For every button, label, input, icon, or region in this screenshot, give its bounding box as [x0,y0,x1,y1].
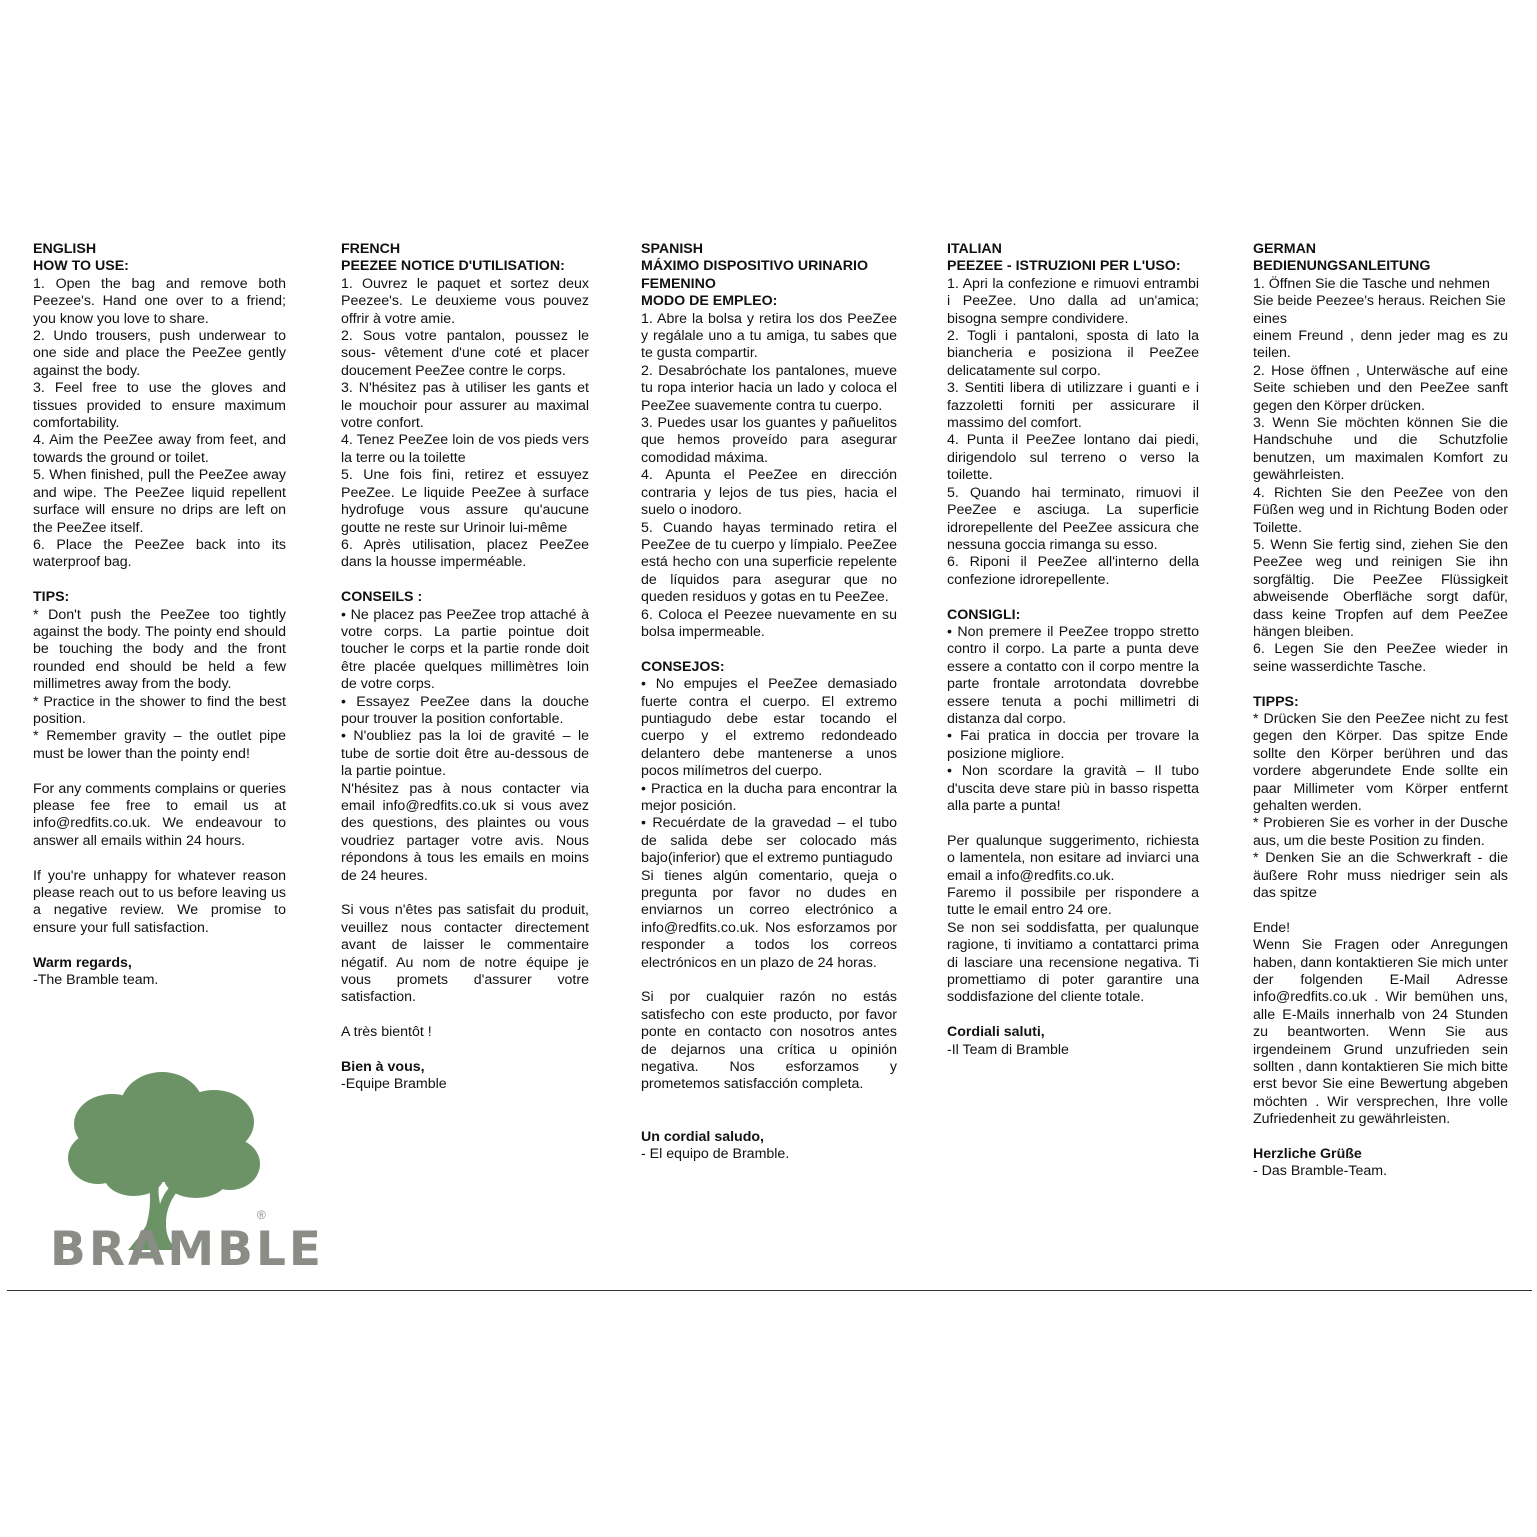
unhappy-text: If you're unhappy for whatever reason please reach out to us before leaving us a negative review. We promise to ensure your full satisfaction. [33,867,286,936]
sign-off: Herzliche Grüße [1253,1146,1362,1163]
contact-text-2: Faremo il possibile per rispondere a tutte le email entro 24 ore. [947,885,1199,919]
farewell-text: A très bientôt ! [341,1024,432,1041]
team-signature: -Il Team di Bramble [947,1041,1069,1058]
step-4: 4. Apunta el PeeZee en dirección contraria y lejos de tus pies, hacia el suelo o inodoro. [641,467,897,519]
step-1: 1. Ouvrez le paquet et sortez deux Peezee's. Le deuxieme vous pouvez offrir à votre amie. [341,275,589,327]
contact-text: Per qualunque suggerimento, richiesta o lamentela, non esitare ad inviarci una email a info@redfits.co.uk. [947,832,1199,884]
step-2: 2. Desabróchate los pantalones, mueve tu ropa interior hacia un lado y coloca el PeeZee suavemente contra tu cuerpo. [641,362,897,414]
tip-2: • Fai pratica in doccia per trovare la posizione migliore. [947,728,1199,762]
section-heading: HOW TO USE: [33,258,129,275]
language-title: GERMAN [1253,241,1317,257]
section-heading: PEEZEE - ISTRUZIONI PER L'USO: [947,258,1181,275]
team-signature: - El equipo de Bramble. [641,1146,790,1163]
sign-off: Un cordial saludo, [641,1128,764,1145]
language-title: ITALIAN [947,241,1002,257]
step-2: 2. Sous votre pantalon, poussez le sous- vêtement d'une coté et placer doucement PeeZee contre le corps. [341,328,589,379]
step-2: 2. Undo trousers, push underwear to one side and place the PeeZee gently against the body. [33,328,286,379]
tip-3: • Non scordare la gravità – Il tubo d'uscita deve stare più in basso rispetta alla parte a punta! [947,763,1199,814]
section-heading: BEDIENUNGSANLEITUNG [1253,258,1431,275]
step-6: 6. Place the PeeZee back into its waterproof bag. [33,536,286,571]
unhappy-text: Si por cualquier razón no estás satisfecho con este producto, por favor ponte en contacto con nosotros antes de dejarnos una crítica u opinión negativa. Nos esforzamos y prometemos satisfacción completa. [641,989,897,1093]
tip-3: * Remember gravity – the outlet pipe must be lower than the pointy end! [33,728,286,762]
sign-off: Warm regards, [33,954,132,971]
tips-heading: CONSEILS : [341,589,423,606]
section-subheading: MODO DE EMPLEO: [641,293,778,310]
step-6: 6. Riponi il PeeZee all'interno della confezione idrorepellente. [947,554,1199,588]
tip-2: * Probieren Sie es vorher in der Dusche aus, um die beste Position zu finden. [1253,815,1508,849]
language-title: SPANISH [641,241,704,257]
step-5: 5. Une fois fini, retirez et essuyez PeeZee. Le liquide PeeZee à surface hydrofuge vous assure qu'aucune goutte ne reste sur Urinoir lui-même [341,467,589,536]
column-english [33,241,286,989]
contact-text: Si tienes algún comentario, queja o pregunta por favor no dudes en enviarnos un correo electrónico a info@redfits.co.uk. Nos esforzamos por responder a todos los correos electrónicos en un plazo de 24 horas. [641,867,897,971]
tip-2: • Practica en la ducha para encontrar la mejor posición. [641,780,897,814]
tip-2: • Essayez PeeZee dans la douche pour trouver la position confortable. [341,693,589,727]
contact-text: For any comments complains or queries please fee free to email us at info@redfits.co.uk. We endeavour to answer all emails within 24 hours. [33,780,286,849]
step-4: 4. Punta il PeeZee lontano dai piedi, dirigendolo sul terreno o verso la toilette. [947,432,1199,484]
step-1: 1. Öffnen Sie die Tasche und nehmen Sie beide Peezee's heraus. Reichen Sie eines [1253,275,1506,327]
step-6: 6. Coloca el Peezee nuevamente en su bolsa impermeable. [641,606,897,640]
step-6: 6. Après utilisation, placez PeeZee dans la housse imperméable. [341,536,589,571]
tips-heading: CONSEJOS: [641,658,725,675]
column-german [1253,241,1508,1181]
step-4: 4. Aim the PeeZee away from feet, and towards the ground or toilet. [33,432,286,466]
step-6: 6. Legen Sie den PeeZee wieder in seine wasserdichte Tasche. [1253,641,1508,675]
language-title: FRENCH [341,241,401,257]
step-3: 3. N'hésitez pas à utiliser les gants et le mouchoir pour assurer au maximal votre confort. [341,380,589,432]
tip-3: • N'oubliez pas la loi de gravité – le tube de sortie doit être au-dessous de la partie pointue. [341,728,589,780]
sign-off: Bien à vous, [341,1059,425,1076]
column-french [341,241,589,1094]
step-3: 3. Wenn Sie möchten können Sie die Handschuhe und die Schutzfolie benutzen, um maximalen Komfort zu gewährleisten. [1253,415,1508,484]
step-1: 1. Abre la bolsa y retira los dos PeeZee y regálale uno a tu amiga, tu sabes que te gusta compartir. [641,310,897,362]
tip-1: • No empujes el PeeZee demasiado fuerte contra el cuerpo. El extremo puntiagudo debe estar tocando el cuerpo y el extremo redondeado delantero debe mantenerse a unos pocos milímetros del cuerpo. [641,676,897,780]
step-4: 4. Tenez PeeZee loin de vos pieds vers la terre ou la toilette [341,432,589,466]
step-2: 2. Hose öffnen , Unterwäsche auf eine Seite schieben und den PeeZee sanft gegen den Körper drücken. [1253,362,1508,414]
tip-end-text: Ende! [1253,919,1291,936]
step-5: 5. Wenn Sie fertig sind, ziehen Sie den PeeZee weg und reinigen Sie ihn sorgfältig. Die PeeZee Flüssigkeit abweisende Oberfläche sorgt dafür, dass keine Tropfen auf dem PeeZee hängen bleiben. [1253,536,1508,640]
section-heading: MÁXIMO DISPOSITIVO URINARIO FEMENINO [641,258,869,292]
tip-1: * Don't push the PeeZee too tightly against the body. The pointy end should be touching the body and the front rounded end should be held a few millimetres away from the body. [33,606,286,693]
step-5: 5. When finished, pull the PeeZee away and wipe. The PeeZee liquid repellent surface will ensure no drips are left on the PeeZee itself. [33,467,286,536]
column-spanish [641,241,897,1163]
step-3: 3. Puedes usar los guantes y pañuelitos que hemos proveído para asegurar comodidad máxima. [641,415,897,466]
step-5: 5. Cuando hayas terminado retira el PeeZee de tu cuerpo y límpialo. PeeZee está hecho con una superficie repelente de líquidos para asegurar que no queden residuos y gotas en tu PeeZee. [641,519,897,606]
unhappy-text: Si vous n'êtes pas satisfait du produit, veuillez nous contacter directement avant de laisser le commentaire négatif. Au nom de notre équipe je vous promets d'assurer votre satisfaction. [341,902,589,1006]
bottom-divider [7,1290,1532,1291]
language-title: ENGLISH [33,241,97,257]
team-signature: -Equipe Bramble [341,1076,447,1093]
bramble-wordmark: BRAMBLE [50,1222,325,1277]
unhappy-text: Se non sei soddisfatta, per qualunque ragione, ti invitiamo a contattarci prima di lasciare una recensione negativa. Ti promettiamo di poter garantire una soddisfazione del cliente totale. [947,919,1199,1006]
team-signature: - Das Bramble-Team. [1253,1163,1388,1180]
tip-2: * Practice in the shower to find the best position. [33,693,286,727]
sign-off: Cordiali saluti, [947,1024,1045,1041]
tip-1: • Non premere il PeeZee troppo stretto contro il corpo. La parte a punta deve essere a contatto con il corpo mentre la parte frontale arrotondata dovrebbe essere tenuta a pochi millimetri di distanza dal corpo. [947,623,1199,727]
tips-heading: CONSIGLI: [947,606,1021,623]
tip-3: * Denken Sie an die Schwerkraft - die äußere Rohr muss niedriger sein als das spitze [1253,850,1508,902]
step-3: 3. Feel free to use the gloves and tissues provided to ensure maximum comfortability. [33,380,286,432]
registered-mark: ® [257,1208,266,1222]
contact-text: Wenn Sie Fragen oder Anregungen haben, dann kontaktieren Sie mich unter der folgenden E-Mail Adresse info@redfits.co.uk . Wir bemühen uns, alle E-Mails innerhalb von 24 Stunden zu beantworten. Wenn Sie aus irgendeinem Grund unzufrieden sein sollten , dann kontaktieren Sie mich bitte erst bevor Sie eine Bewertung abgeben möchten . Wir versprechen, Ihre volle Zufriedenheit zu gewährleisten. [1253,937,1508,1128]
step-4: 4. Richten Sie den PeeZee von den Füßen weg und in Richtung Boden oder Toilette. [1253,484,1508,536]
tip-1: * Drücken Sie den PeeZee nicht zu fest gegen den Körper. Das spitze Ende sollte den Körper berühren und das vordere abgerundete Ende sollte ein paar Millimeter vom Körper entfernt gehalten werden. [1253,710,1508,814]
step-1: 1. Apri la confezione e rimuovi entrambi i PeeZee. Uno dalla ad un'amica; bisogna sempre condividere. [947,275,1199,327]
step-2: 2. Togli i pantaloni, sposta di lato la biancheria e posiziona il PeeZee delicatamente sul corpo. [947,328,1199,379]
tip-3: • Recuérdate de la gravedad – el tubo de salida debe ser colocado más bajo(inferior) que el extremo puntiagudo [641,815,897,867]
section-heading: PEEZEE NOTICE D'UTILISATION: [341,258,565,275]
tips-heading: TIPPS: [1253,693,1299,710]
step-1: 1. Open the bag and remove both Peezee's. Hand one over to a friend; you know you love to share. [33,275,286,327]
step-5: 5. Quando hai terminato, rimuovi il PeeZee e asciuga. La superficie idrorepellente del PeeZee assicura che nessuna goccia rimanga su esso. [947,484,1199,553]
tips-heading: TIPS: [33,589,70,606]
step-1-cont: einem Freund , denn jeder mag es zu teilen. [1253,328,1508,362]
contact-text: N'hésitez pas à nous contacter via email info@redfits.co.uk si vous avez des questions, des plaintes ou vous voudriez partager votre avis. Nous répondons à tous les emails en moins de 24 heures. [341,780,589,884]
team-signature: -The Bramble team. [33,972,159,988]
step-3: 3. Sentiti libera di utilizzare i guanti e i fazzoletti forniti per assicurare il massimo del comfort. [947,380,1199,432]
tip-1: • Ne placez pas PeeZee trop attaché à votre corps. La partie pointue doit toucher le corps et la partie ronde doit être placée quelques millimètres loin de votre corps. [341,606,589,693]
column-italian [947,241,1199,1059]
